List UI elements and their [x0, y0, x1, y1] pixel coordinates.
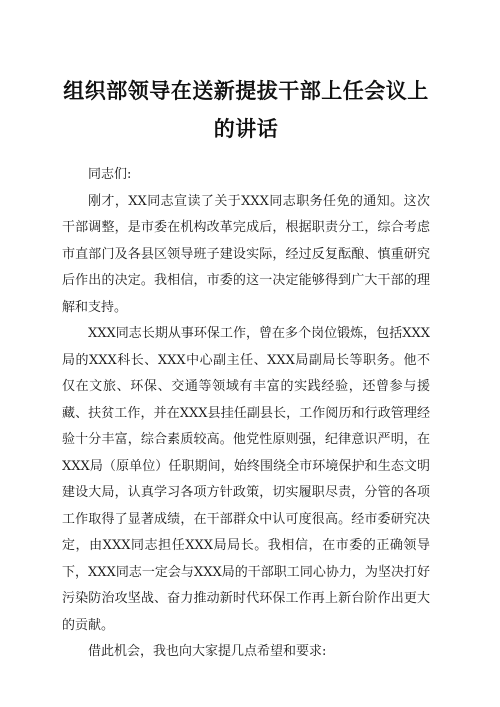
document-title: 组织部领导在送新提拔干部上任会议上的讲话 [63, 79, 429, 141]
paragraph-3: 借此机会，我也向大家提几点希望和要求: [88, 644, 327, 659]
document-body [62, 162, 430, 666]
paragraph-2: XXX同志长期从事环保工作，曾在多个岗位锻炼，包括XXX局的XXX科长、XXX中心副主任、XXX局副局长等职务。他不仅在文旅、环保、交通等领域有丰富的实践经验，还曾参与援藏、扶贫工作，并在XXX县挂任副县长，工作阅历和行政管理经验十分丰富，综合素质较高。他党性原则强，纪律意识严明，在XXX局（原单位）任职期间，始终围绕全市环境保护和生态文明建设大局，认真学习各项方针政策，切实履职尽责，分管的各项工作取得了显著成绩，在干部群众中认可度很高。经市委研究决定，由XXX同志担任XXX局局长。我相信，在市委的正确领导下，XXX同志一定会与XXX局的干部职工同心协力，为坚决打好污染防治攻坚战、奋力推动新时代环保工作再上新台阶作出更大的贡献。 [62, 326, 430, 633]
paragraph-1: 刚才，XX同志宣读了关于XXX同志职务任免的通知。这次干部调整，是市委在机构改革完成后，根据职责分工，综合考虑市直部门及各县区领导班子建设实际，经过反复酝酿、慎重研究后作出的决定。我相信，市委的这一决定能够得到广大干部的理解和支持。 [62, 193, 430, 315]
salutation: 同志们: [88, 167, 132, 182]
